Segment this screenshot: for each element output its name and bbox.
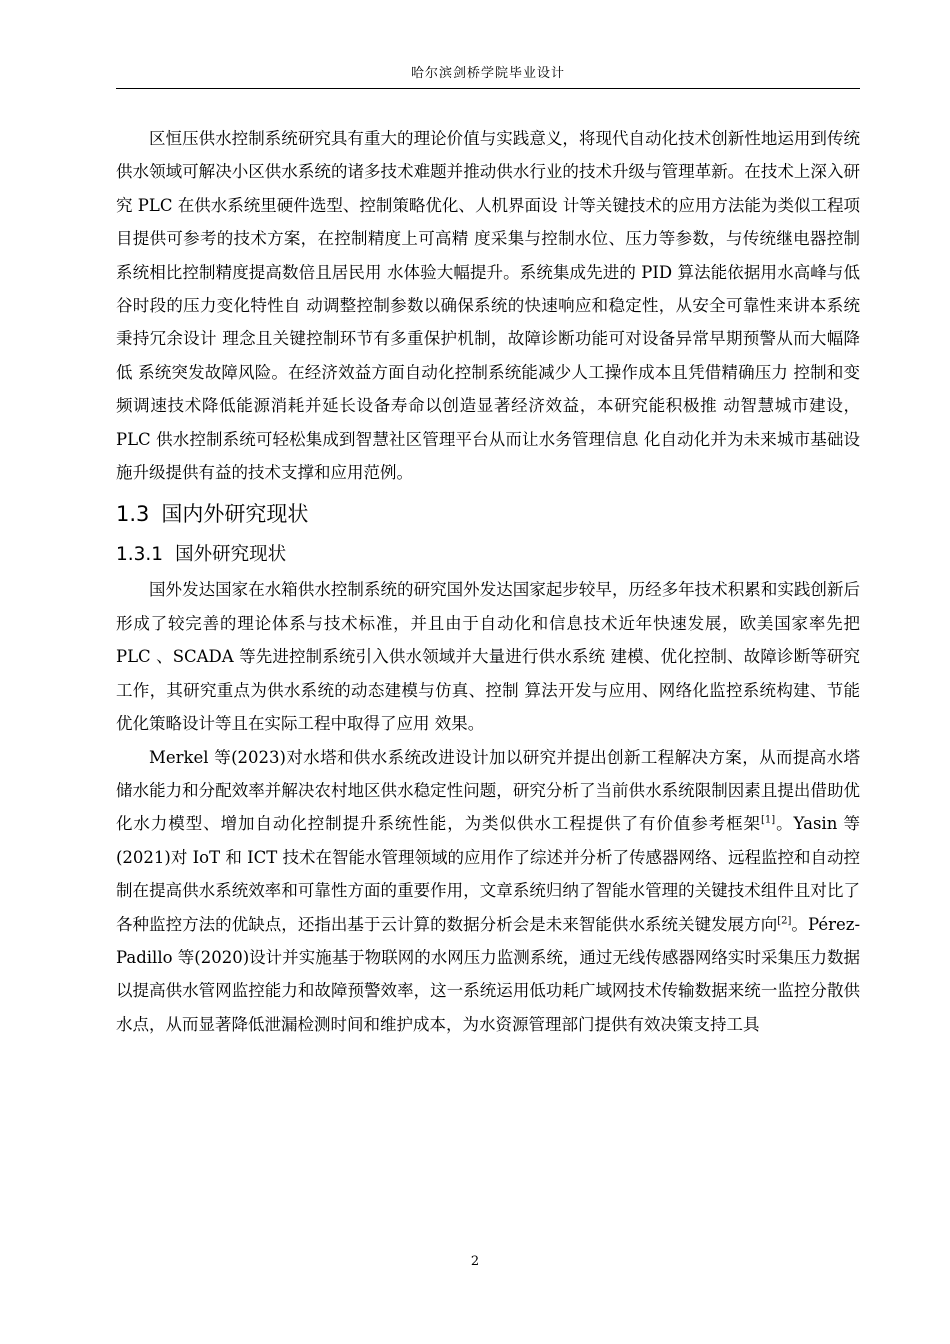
page-number: 2 bbox=[470, 1254, 480, 1269]
paragraph-intro: 区恒压供水控制系统研究具有重大的理论价值与实践意义，将现代自动化技术创新性地运用到传统供水领域可解决小区供水系统的诸多技术难题并推动供水行业的技术升级与管理革新。在技术上深入研究 PLC 在供水系统里硬件选型、控制策略优化、人机界面设 计等关键技术的应用方法能为类似工程项目提供可参考的技术方案，在控制精度上可高精 度采集与控制水位、压力等参数，与传统继电器控制系统相比控制精度提高数倍且居民用 水体验大幅提升。系统集成先进的 PID 算法能依据用水高峰与低谷时段的压力变化特性自 动调整控制参数以确保系统的快速响应和稳定性，从安全可靠性来讲本系统秉持冗余设计 理念且关键控制环节有多重保护机制，故障诊断功能可对设备异常早期预警从而大幅降低 系统突发故障风险。在经济效益方面自动化控制系统能减少人工操作成本且凭借精确压力 控制和变频调速技术降低能源消耗并延长设备寿命以创造显著经济效益，本研究能积极推 动智慧城市建设，PLC 供水控制系统可轻松集成到智慧社区管理平台从而让水务管理信息 化自动化并为未来城市基础设施升级提供有益的技术支撑和应用范例。 bbox=[116, 129, 860, 483]
section-heading bbox=[116, 495, 860, 533]
ref-text-part3: 。Pérez-Padillo 等(2020)设计并实施基于物联网的水网压力监测系统，通过无线传感器网络实时采集压力数据以提高供水管网监控能力和故障预警效率，这一系统运用低功耗广域网技术传输数据来统一监控分散供水点，从而显著降低泄漏检测时间和维护成本，为水资源管理部门提供有效决策支持工具 bbox=[116, 914, 861, 1034]
section-title: 国内外研究现状 bbox=[161, 502, 309, 527]
citation-1: [1] bbox=[760, 814, 776, 826]
subsection-number: 1.3.1 bbox=[116, 544, 164, 566]
paragraph-foreign-research: 国外发达国家在水箱供水控制系统的研究国外发达国家起步较早，历经多年技术积累和实践创新后形成了较完善的理论体系与技术标准，并且由于自动化和信息技术近年快速发展，欧美国家率先把 PLC 、SCADA 等先进控制系统引入供水领域并大量进行供水系统 建模、优化控制、故障诊断等研究工作，其研究重点为供水系统的动态建模与仿真、控制 算法开发与应用、网络化监控系统构建、节能优化策略设计等且在实际工程中取得了应用 效果。 bbox=[116, 580, 860, 734]
section-number: 1.3 bbox=[116, 502, 150, 527]
page-header: 哈尔滨剑桥学院毕业设计 bbox=[410, 66, 565, 81]
subsection-title: 国外研究现状 bbox=[175, 544, 287, 566]
header-divider bbox=[116, 88, 860, 89]
paragraph-references bbox=[116, 741, 860, 1042]
citation-2: [2] bbox=[777, 915, 792, 927]
subsection-heading bbox=[116, 537, 860, 573]
ref-text-part2: 。Yasin 等(2021)对 IoT 和 ICT 技术在智能水管理领域的应用作了综述并分析了传感器网络、远程监控和自动控制在提高供水系统效率和可靠性方面的重要作用，文章系统归纳了智能水管理的关键技术组件且对比了各种监控方法的优缺点，还指出基于云计算的数据分析会是未来智能供水系统关键发展方向 bbox=[116, 814, 860, 934]
page-body bbox=[116, 122, 860, 1041]
ref-text-part1: Merkel 等(2023)对水塔和供水系统改进设计加以研究并提出创新工程解决方案，从而提高水塔储水能力和分配效率并解决农村地区供水稳定性问题，研究分析了当前供水系统限制因素且提出借助优化水力模型、增加自动化控制提升系统性能，为类似供水工程提供了有价值参考框架 bbox=[116, 747, 860, 834]
